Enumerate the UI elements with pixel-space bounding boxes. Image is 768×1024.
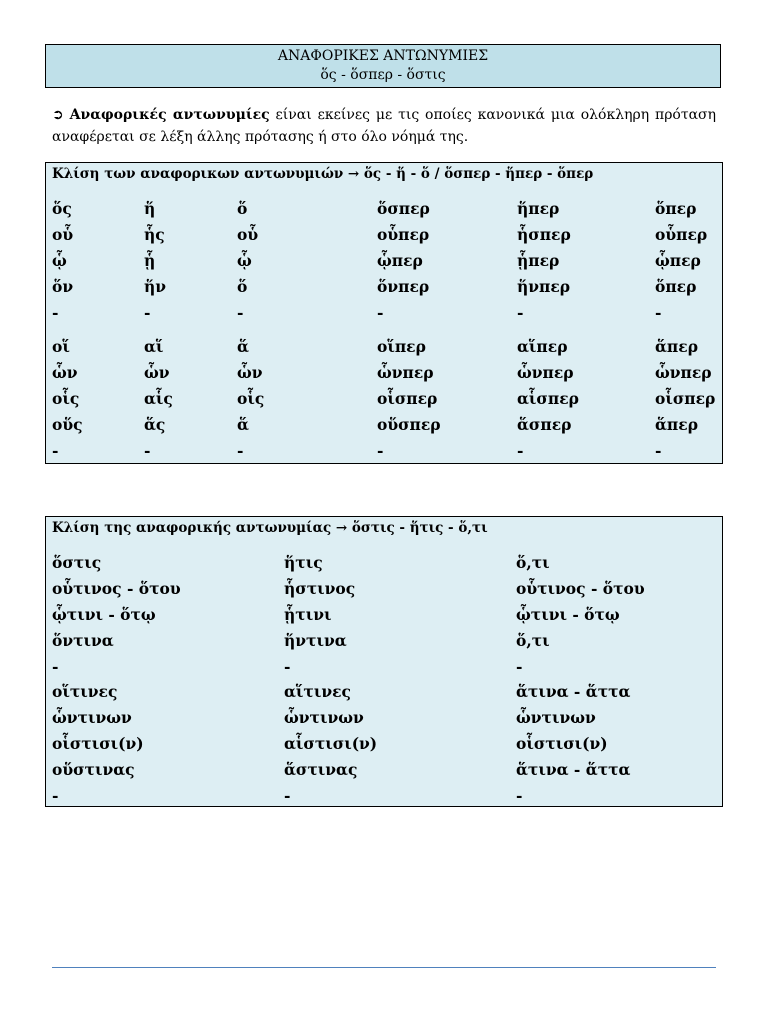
table2-cell: - xyxy=(52,657,59,676)
table2-cell: - xyxy=(516,786,523,805)
table1-cell: οὕσπερ xyxy=(377,415,441,434)
table1-cell: ἥνπερ xyxy=(517,277,571,296)
table1-cell: ὧνπερ xyxy=(377,363,434,382)
table2-cell: οὗτινος - ὅτου xyxy=(516,579,645,598)
table1-cell: ἥν xyxy=(144,277,167,296)
table2-cell: αἵτινες xyxy=(284,682,351,701)
table2-cell: ἅτινα - ἅττα xyxy=(516,760,631,779)
table2-cell: οὗτινος - ὅτου xyxy=(52,579,181,598)
table2-cell: αἷστισι(ν) xyxy=(284,734,378,753)
table1-cell: - xyxy=(517,441,524,460)
table1-cell: ὅ xyxy=(237,199,248,218)
declension-table-os-osper xyxy=(45,162,723,464)
table1-cell: - xyxy=(377,441,384,460)
table2-cell: ἅστινας xyxy=(284,760,358,779)
arrow-bullet-icon: ➲ xyxy=(52,107,64,123)
table2-cell: οἵτινες xyxy=(52,682,118,701)
table2-cell: οἷστισι(ν) xyxy=(52,734,144,753)
table1-cell: αἵπερ xyxy=(517,337,568,356)
table1-cell: - xyxy=(144,303,151,322)
table1-header: Κλίση των αναφορικων αντωνυμιών → ὅς - ἥ - ὅ / ὅσπερ - ἥπερ - ὅπερ xyxy=(52,166,594,182)
table1-cell: οἷσπερ xyxy=(655,389,716,408)
table1-cell: ὅπερ xyxy=(655,199,697,218)
table1-cell: ὅπερ xyxy=(655,277,697,296)
table2-cell: ὅστις xyxy=(52,553,102,572)
table1-cell: αἵ xyxy=(144,337,164,356)
table2-cell: οὕστινας xyxy=(52,760,135,779)
table1-cell: ᾧ xyxy=(52,251,67,270)
table2-cell: - xyxy=(284,786,291,805)
table1-cell: οἵ xyxy=(52,337,70,356)
table1-cell: ὅ xyxy=(237,277,248,296)
table2-cell: ἅτινα - ἅττα xyxy=(516,682,631,701)
intro-paragraph xyxy=(52,104,716,148)
table1-cell: ἧσπερ xyxy=(517,225,571,244)
table1-cell: ἅ xyxy=(237,337,249,356)
table1-cell: - xyxy=(52,303,59,322)
table1-cell: ὅσπερ xyxy=(377,199,430,218)
table1-cell: οὗ xyxy=(52,225,74,244)
table1-cell: ὅν xyxy=(52,277,74,296)
table1-cell: - xyxy=(52,441,59,460)
table1-cell: - xyxy=(237,303,244,322)
table1-cell: οἷσπερ xyxy=(377,389,438,408)
table1-cell: ᾧπερ xyxy=(655,251,701,270)
table1-cell: ἅπερ xyxy=(655,415,699,434)
table1-cell: ἥπερ xyxy=(517,199,560,218)
document-subtitle: ὅς - ὅσπερ - ὅστις xyxy=(320,67,446,83)
table1-cell: ὅνπερ xyxy=(377,277,430,296)
table1-cell: ᾧπερ xyxy=(377,251,423,270)
table2-cell: ὅ,τι xyxy=(516,553,550,572)
table1-cell: ᾗπερ xyxy=(517,251,560,270)
table1-cell: - xyxy=(237,441,244,460)
table2-cell: ὅ,τι xyxy=(516,631,550,650)
document-title: ΑΝΑΦΟΡΙΚΕΣ ΑΝΤΩΝΥΜΙΕΣ xyxy=(277,48,489,64)
table1-cell: οὗπερ xyxy=(377,225,430,244)
table2-cell: ᾗτινι xyxy=(284,605,332,624)
table1-cell: ἅς xyxy=(144,415,166,434)
title-box xyxy=(45,44,721,88)
table1-cell: ὧν xyxy=(144,363,170,382)
table1-cell: ὧνπερ xyxy=(655,363,712,382)
table1-cell: ἅπερ xyxy=(655,337,699,356)
table1-cell: ὧν xyxy=(237,363,263,382)
table2-cell: οἷστισι(ν) xyxy=(516,734,608,753)
table1-cell: αἷσπερ xyxy=(517,389,579,408)
table1-cell: ἧς xyxy=(144,225,165,244)
table1-cell: ᾧ xyxy=(237,251,252,270)
table1-cell: ἥ xyxy=(144,199,156,218)
declension-table-ostis xyxy=(45,516,723,807)
table2-cell: - xyxy=(284,657,291,676)
table1-cell: αἷς xyxy=(144,389,173,408)
table1-cell: ὅς xyxy=(52,199,72,218)
table1-cell: οἷς xyxy=(52,389,80,408)
table2-cell: ἥντινα xyxy=(284,631,347,650)
footer-divider xyxy=(52,967,716,968)
table1-cell: οὕς xyxy=(52,415,83,434)
table2-cell: - xyxy=(516,657,523,676)
table1-cell: - xyxy=(377,303,384,322)
table1-cell: οἷς xyxy=(237,389,265,408)
table2-cell: ἥτις xyxy=(284,553,323,572)
table1-cell: οὗπερ xyxy=(655,225,708,244)
table2-cell: ᾧτινι - ὅτῳ xyxy=(516,605,620,624)
table2-cell: ᾧτινι - ὅτῳ xyxy=(52,605,156,624)
table1-cell: οἵπερ xyxy=(377,337,426,356)
table1-cell: ὧνπερ xyxy=(517,363,574,382)
table2-cell: ὧντινων xyxy=(52,708,132,727)
intro-term: Αναφορικές αντωνυμίες xyxy=(69,107,270,123)
table2-header: Κλίση της αναφορικής αντωνυμίας → ὅστις - ἥτις - ὅ,τι xyxy=(52,520,488,536)
table1-cell: - xyxy=(655,441,662,460)
table2-cell: ὧντινων xyxy=(516,708,596,727)
table2-cell: ὅντινα xyxy=(52,631,114,650)
table1-cell: ᾗ xyxy=(144,251,156,270)
table1-cell: ἅσπερ xyxy=(517,415,572,434)
table1-cell: - xyxy=(144,441,151,460)
table2-cell: - xyxy=(52,786,59,805)
table1-cell: ὧν xyxy=(52,363,78,382)
table2-cell: ὧντινων xyxy=(284,708,364,727)
intro-text: είναι εκείνες με τις οποίες κανονικά μια ολόκληρη πρόταση αναφέρεται σε λέξη άλλης πρότασης ή στο όλο νόημά της. xyxy=(52,107,716,145)
table2-cell: ἧστινος xyxy=(284,579,356,598)
table1-cell: οὗ xyxy=(237,225,259,244)
table1-cell: - xyxy=(655,303,662,322)
table1-cell: ἅ xyxy=(237,415,249,434)
table1-cell: - xyxy=(517,303,524,322)
